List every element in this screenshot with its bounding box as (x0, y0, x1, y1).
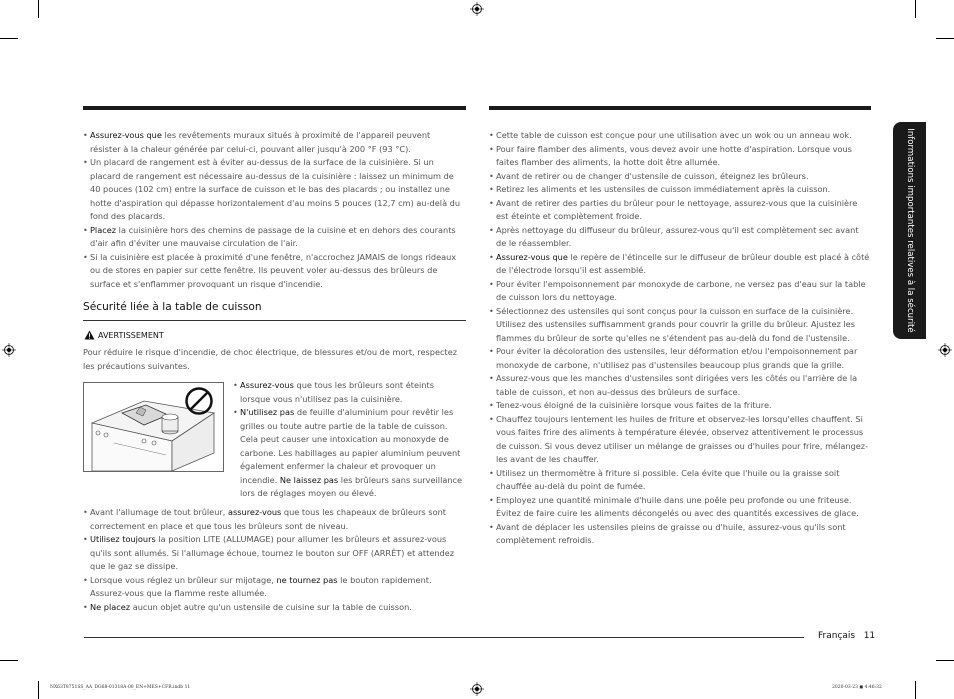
list-item: • Employez une quantité minimale d'huile dans une poêle peu profonde ou une friteuse. Évitez de faire cuire les aliments décongelés ou avec des quantités excessives de glace. (489, 494, 871, 521)
page-footer (818, 631, 875, 641)
crop-mark (915, 0, 916, 18)
bullet-list (233, 379, 464, 501)
list-item: • Pour faire flamber des aliments, vous devez avoir une hotte d'aspiration. Lorsque vous faites flamber des aliments, la hotte doit être allumée. (489, 143, 871, 170)
illustration-bullets (233, 379, 464, 501)
page-number: 11 (863, 631, 876, 641)
bullet-list (83, 506, 465, 614)
left-bottom-bullets (83, 506, 465, 614)
registration-mark-icon (470, 682, 484, 696)
list-item: • Retirez les aliments et les ustensiles de cuisson immédiatement après la cuisson. (489, 183, 871, 197)
list-item: • Assurez-vous que tous les brûleurs sont éteints lorsque vous n'utilisez pas la cuisinière. (233, 379, 464, 406)
list-item: • N'utilisez pas de feuille d'aluminium pour revêtir les grilles ou toute autre partie de la table de cuisson. Cela peut causer une intoxication au monoxyde de carbone. Les habillages au papier aluminium peuvent également enfermer la chaleur et provoquer un incendie. Ne laissez pas les brûleurs sans surveillance lors de réglages moyen ou élevé. (233, 406, 464, 501)
list-item: • Assurez-vous que les revêtements muraux situés à proximité de l'appareil peuvent résister à la chaleur générée par celui-ci, pouvant aller jusqu'à 200 °F (93 °C). (83, 129, 463, 156)
crop-mark (936, 38, 954, 39)
right-column-top-rule (489, 106, 871, 110)
crop-mark (936, 660, 954, 661)
left-column-top-rule (83, 106, 466, 110)
section-title: Sécurité liée à la table de cuisson (83, 301, 262, 313)
prohibited-icon (184, 386, 214, 416)
list-item: • Lorsque vous réglez un brûleur sur mijotage, ne tournez pas le bouton rapidement. Assurez-vous que la flamme reste allumée. (83, 574, 465, 601)
list-item: • Pour éviter la décoloration des ustensiles, leur déformation et/ou l'empoisonnement par monoxyde de carbone, n'utilisez pas d'ustensiles beaucoup plus grands que la grille. (489, 345, 871, 372)
section-title-rule (83, 320, 466, 321)
list-item: • Assurez-vous que les manches d'ustensiles sont dirigées vers les côtés ou l'arrière de la table de cuisson, et non au-dessus des brûleurs de surface. (489, 372, 871, 399)
list-item: • Placez la cuisinière hors des chemins de passage de la cuisine et en dehors des courants d'air afin d'éviter une mauvaise circulation de l'air. (83, 224, 463, 251)
crop-mark (915, 681, 916, 699)
cooktop-illustration (83, 382, 224, 472)
footer-language: Français (818, 631, 856, 641)
list-item: • Un placard de rangement est à éviter au-dessus de la surface de la cuisinière. Si un placard de rangement est nécessaire au-dessus de la cuisinière : laissez un minimum de 40 pouces (102 cm) entre la surface de cuisson et le bas des placards ; ou installez une hotte d'aspiration qui dépasse horizontalement d'au moins 5 pouces (12,7 cm) au-delà du fond des placards. (83, 156, 463, 224)
list-item: • Utilisez un thermomètre à friture si possible. Cela évite que l'huile ou la graisse soit chauffée au-delà du point de fumée. (489, 467, 871, 494)
list-item: • Après nettoyage du diffuseur du brûleur, assurez-vous qu'il est complètement sec avant de le réassembler. (489, 224, 871, 251)
crop-mark (0, 38, 18, 39)
warning-intro: Pour réduire le risque d'incendie, de choc électrique, de blessures et/ou de mort, respectez les précautions suivantes. (83, 347, 458, 371)
bullet-list (489, 129, 871, 548)
list-item: • Utilisez toujours la position LITE (ALLUMAGE) pour allumer les brûleurs et assurez-vous qu'ils sont allumés. Si l'allumage échoue, tournez le bouton sur OFF (ARRÊT) et attendez que le gaz se dissipe. (83, 533, 465, 574)
list-item: • Avant l'allumage de tout brûleur, assurez-vous que tous les chapeaux de brûleurs sont correctement en place et que tous les brûleurs sont de niveau. (83, 506, 465, 533)
warning-triangle-icon (84, 330, 95, 340)
crop-mark (38, 681, 39, 699)
crop-mark (38, 0, 39, 18)
registration-mark-icon (2, 343, 16, 357)
section-side-tab (893, 122, 926, 339)
list-item: • Si la cuisinière est placée à proximité d'une fenêtre, n'accrochez JAMAIS de longs rideaux ou de stores en papier sur cette fenêtre. Ils peuvent voler au-dessus des brûleurs de surface et s'enflammer provoquant un risque d'incendie. (83, 251, 463, 292)
list-item: • Pour éviter l'empoisonnement par monoxyde de carbone, ne versez pas d'eau sur la table de cuisson lors du nettoyage. (489, 278, 871, 305)
list-item: • Avant de retirer des parties du brûleur pour le nettoyage, assurez-vous que la cuisinière est éteinte et complètement froide. (489, 197, 871, 224)
list-item: • Avant de déplacer les ustensiles pleins de graisse ou d'huile, assurez-vous qu'ils sont complètement refroidis. (489, 521, 871, 548)
registration-mark-icon (470, 2, 484, 16)
crop-mark (0, 660, 18, 661)
print-slug-left: NX63T8751SS_AA_DG68-01318A-00_EN+MES+CFR.indb 11 (50, 685, 191, 690)
side-tab-label: Informations importantes relatives à la sécurité (905, 128, 915, 333)
list-item: • Chauffez toujours lentement les huiles de friture et observez-les lorsqu'elles chauffent. Si vous faites frire des aliments à température élevée, observez attentivement le processus de cuisson. Si vous devez utiliser un mélange de graisses ou d'huiles pour frire, mélangez-les avant de les chauffer. (489, 413, 871, 467)
print-slug-right: 2020-03-23 ◼ 4:46:32 (832, 685, 882, 690)
list-item: • Avant de retirer ou de changer d'ustensile de cuisson, éteignez les brûleurs. (489, 170, 871, 184)
list-item: • Cette table de cuisson est conçue pour une utilisation avec un wok ou un anneau wok. (489, 129, 871, 143)
registration-mark-icon (938, 343, 952, 357)
list-item: • Assurez-vous que le repère de l'étincelle sur le diffuseur de brûleur double est placé à côté de l'électrode lorsqu'il est assemblé. (489, 251, 871, 278)
list-item: • Ne placez aucun objet autre qu'un ustensile de cuisine sur la table de cuisson. (83, 601, 465, 615)
list-item: • Sélectionnez des ustensiles qui sont conçus pour la cuisson en surface de la cuisinière. Utilisez des ustensiles suffisamment grands pour couvrir la grille du brûleur. Ajustez les flammes du brûleur de sorte qu'elles ne s'étendent pas au-delà du fond de l'ustensile. (489, 305, 871, 346)
warning-label: AVERTISSEMENT (98, 331, 164, 340)
right-column-bullets (489, 129, 871, 548)
list-item: • Tenez-vous éloigné de la cuisinière lorsque vous faites de la friture. (489, 399, 871, 413)
warning-heading (84, 330, 164, 340)
bullet-list (83, 129, 463, 291)
left-top-bullets (83, 129, 463, 291)
footer-rule (84, 637, 804, 638)
